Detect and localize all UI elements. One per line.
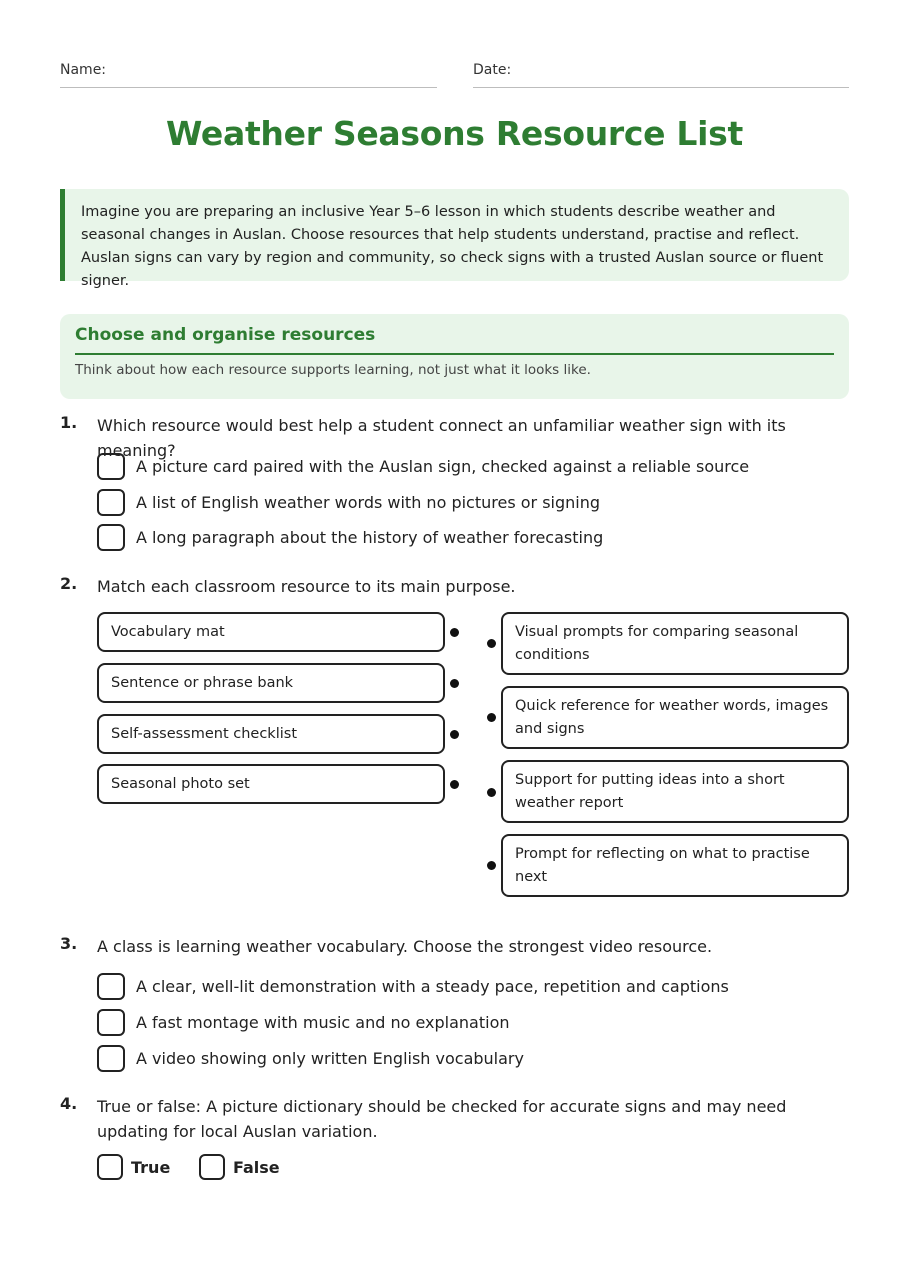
match-left-item[interactable]: Self-assessment checklist <box>97 714 445 754</box>
match-right-item[interactable]: Support for putting ideas into a short weather report <box>501 760 849 823</box>
match-right-dot[interactable] <box>487 713 496 722</box>
date-label: Date: <box>473 62 512 78</box>
checkbox[interactable] <box>97 973 125 1000</box>
match-right-item[interactable]: Prompt for reflecting on what to practise next <box>501 834 849 897</box>
match-left-dot[interactable] <box>450 730 459 739</box>
option-label: A long paragraph about the history of weather forecasting <box>136 527 604 547</box>
match-right-item[interactable]: Visual prompts for comparing seasonal conditions <box>501 612 849 675</box>
checkbox[interactable] <box>97 524 125 551</box>
true-option[interactable] <box>97 1154 170 1180</box>
section-header <box>60 314 849 399</box>
name-label: Name: <box>60 62 107 78</box>
option-label: A list of English weather words with no pictures or signing <box>136 492 601 512</box>
name-field[interactable] <box>60 62 437 88</box>
q3-number: 3. <box>60 934 78 953</box>
match-right-dot[interactable] <box>487 861 496 870</box>
option-label: A picture card paired with the Auslan sign, checked against a reliable source <box>136 456 750 476</box>
match-left-dot[interactable] <box>450 628 459 637</box>
false-option[interactable] <box>199 1154 280 1180</box>
match-right-dot[interactable] <box>487 788 496 797</box>
q1-option-3[interactable] <box>97 523 603 551</box>
option-label: A fast montage with music and no explanation <box>136 1012 510 1032</box>
page-title: Weather Seasons Resource List <box>165 114 743 153</box>
section-subtitle: Think about how each resource supports learning, not just what it looks like. <box>75 362 591 378</box>
q3-option-3[interactable] <box>97 1044 524 1072</box>
intro-callout <box>60 189 849 289</box>
q3-text: A class is learning weather vocabulary. Choose the strongest video resource. <box>97 937 713 956</box>
match-left-dot[interactable] <box>450 780 459 789</box>
checkbox[interactable] <box>97 489 125 516</box>
checkbox[interactable] <box>199 1154 225 1180</box>
option-label: A video showing only written English vocabulary <box>136 1048 524 1068</box>
match-left-item[interactable]: Seasonal photo set <box>97 764 445 804</box>
q2-number: 2. <box>60 574 78 593</box>
intro-text: Imagine you are preparing an inclusive Year 5–6 lesson in which students describe weather and seasonal changes in Auslan. Choose resources that help students understand, practise and reflect. Auslan signs can vary by region and community, so check signs with a trusted Auslan source or fluent signer. <box>81 204 824 289</box>
section-title: Choose and organise resources <box>75 325 834 355</box>
checkbox[interactable] <box>97 453 125 480</box>
q2-text: Match each classroom resource to its main purpose. <box>97 577 516 596</box>
checkbox[interactable] <box>97 1154 123 1180</box>
date-field[interactable] <box>473 62 849 88</box>
match-left-item[interactable]: Sentence or phrase bank <box>97 663 445 703</box>
match-right-dot[interactable] <box>487 639 496 648</box>
match-left-dot[interactable] <box>450 679 459 688</box>
option-label: A clear, well-lit demonstration with a steady pace, repetition and captions <box>136 976 729 996</box>
q4-number: 4. <box>60 1094 78 1113</box>
match-right-item[interactable]: Quick reference for weather words, images and signs <box>501 686 849 749</box>
q3-option-1[interactable] <box>97 972 729 1000</box>
match-left-item[interactable]: Vocabulary mat <box>97 612 445 652</box>
true-label: True <box>131 1157 171 1177</box>
q4-text: True or false: A picture dictionary should be checked for accurate signs and may need updating for local Auslan variation. <box>97 1097 787 1141</box>
checkbox[interactable] <box>97 1009 125 1036</box>
checkbox[interactable] <box>97 1045 125 1072</box>
false-label: False <box>233 1157 280 1177</box>
q1-option-2[interactable] <box>97 488 600 516</box>
q1-number: 1. <box>60 413 78 432</box>
q3-option-2[interactable] <box>97 1008 510 1036</box>
q1-option-1[interactable] <box>97 452 749 480</box>
q1-text: Which resource would best help a student connect an unfamiliar weather sign with its meaning? <box>97 416 786 460</box>
